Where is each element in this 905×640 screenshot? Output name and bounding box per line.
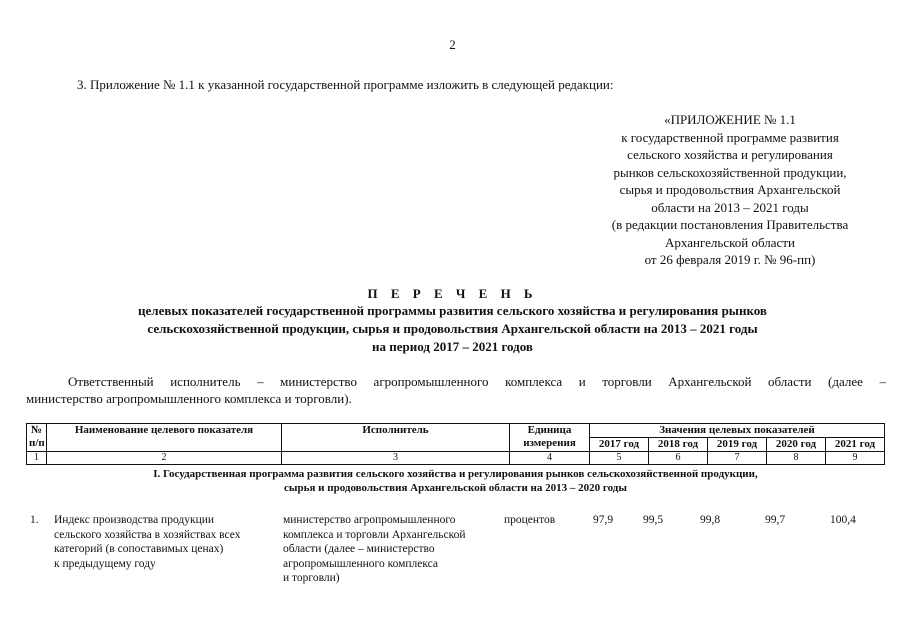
header-year: 2021 год	[826, 438, 885, 452]
row-executor-line: министерство агропромышленного	[283, 514, 456, 526]
section-heading-line: сырья и продовольствия Архангельской области на 2013 – 2020 годы	[284, 482, 627, 494]
column-number: 9	[826, 452, 885, 465]
row-value-2020: 99,7	[765, 514, 786, 526]
row-indicator-line: Индекс производства продукции	[54, 514, 215, 526]
column-number: 3	[282, 452, 510, 465]
header-indicator-name: Наименование целевого показателя	[47, 424, 282, 452]
column-number: 6	[649, 452, 708, 465]
appendix-line: сельского хозяйства и регулирования	[627, 147, 833, 162]
page-number: 2	[449, 37, 456, 52]
appendix-line: к государственной программе развития	[621, 129, 839, 145]
header-year: 2017 год	[590, 438, 649, 452]
appendix-line: от 26 февраля 2019 г. № 96-пп)	[644, 252, 816, 267]
appendix-line: рынков сельскохозяйственной продукции,	[613, 164, 847, 180]
document-title: П Е Р Е Ч Е Н Ь	[367, 286, 538, 301]
responsible-line: министерство агропромышленного комплекса и торговли).	[26, 391, 352, 406]
header-year: 2020 год	[767, 438, 826, 452]
row-executor-line: и торговли)	[283, 572, 340, 584]
row-indicator-name	[54, 513, 240, 571]
column-number: 2	[47, 452, 282, 465]
column-number: 7	[708, 452, 767, 465]
section-heading-row	[27, 465, 885, 496]
column-numbers-row	[27, 452, 885, 465]
header-values-group: Значения целевых показателей	[590, 424, 885, 438]
row-indicator-line: категорий (в сопоставимых ценах)	[54, 543, 224, 555]
row-unit: процентов	[504, 514, 556, 526]
appendix-header	[560, 111, 900, 269]
subtitle-line: сельскохозяйственной продукции, сырья и продовольствия Архангельской области на 2013 – 2021 годы	[147, 321, 758, 336]
appendix-line: «ПРИЛОЖЕНИЕ № 1.1	[664, 112, 796, 127]
row-executor-line: комплекса и торговли Архангельской	[283, 528, 466, 541]
appendix-line: области на 2013 – 2021 годы	[651, 199, 809, 215]
header-unit-line: Единица	[527, 424, 572, 436]
column-number: 5	[590, 452, 649, 465]
appendix-line: сырья и продовольствия Архангельской	[619, 182, 841, 197]
header-num-line: №	[30, 424, 43, 436]
header-year: 2019 год	[708, 438, 767, 452]
indicators-table	[26, 423, 885, 495]
section-heading-line: I. Государственная программа развития сельского хозяйства и регулирования рынков сельскохозяйственной продукции,	[153, 468, 758, 480]
column-number: 4	[510, 452, 590, 465]
column-number: 1	[27, 452, 47, 465]
table-header-row	[27, 424, 885, 438]
row-executor-line: агропромышленного комплекса	[283, 557, 439, 570]
responsible-executor-paragraph	[26, 373, 886, 407]
header-num	[27, 424, 47, 452]
header-year: 2018 год	[649, 438, 708, 452]
row-num: 1.	[30, 514, 39, 526]
section-heading	[27, 465, 885, 496]
row-value-2019: 99,8	[700, 514, 721, 526]
appendix-line: Архангельской области	[665, 234, 795, 250]
row-indicator-line: сельского хозяйства в хозяйствах всех	[54, 528, 241, 541]
header-unit	[510, 424, 590, 452]
intro-paragraph: 3. Приложение № 1.1 к указанной государственной программе изложить в следующей редакции:	[77, 77, 614, 92]
row-indicator-line: к предыдущему году	[54, 557, 156, 570]
subtitle-line: на период 2017 – 2021 годов	[372, 339, 533, 354]
column-number: 8	[767, 452, 826, 465]
responsible-line: Ответственный исполнитель – министерство агропромышленного комплекса и торговли Архангельской области (далее –	[68, 374, 886, 389]
appendix-line: (в редакции постановления Правительства	[611, 217, 849, 232]
document-subtitle	[0, 302, 905, 356]
subtitle-line: целевых показателей государственной программы развития сельского хозяйства и регулирования рынков	[138, 303, 767, 318]
row-value-2021: 100,4	[830, 514, 856, 526]
header-num-line: п/п	[29, 437, 45, 449]
row-executor	[283, 513, 466, 586]
row-executor-line: области (далее – министерство	[283, 543, 435, 555]
header-executor: Исполнитель	[282, 424, 510, 452]
row-value-2018: 99,5	[643, 514, 664, 526]
header-unit-line: измерения	[523, 437, 576, 449]
row-value-2017: 97,9	[593, 514, 614, 526]
